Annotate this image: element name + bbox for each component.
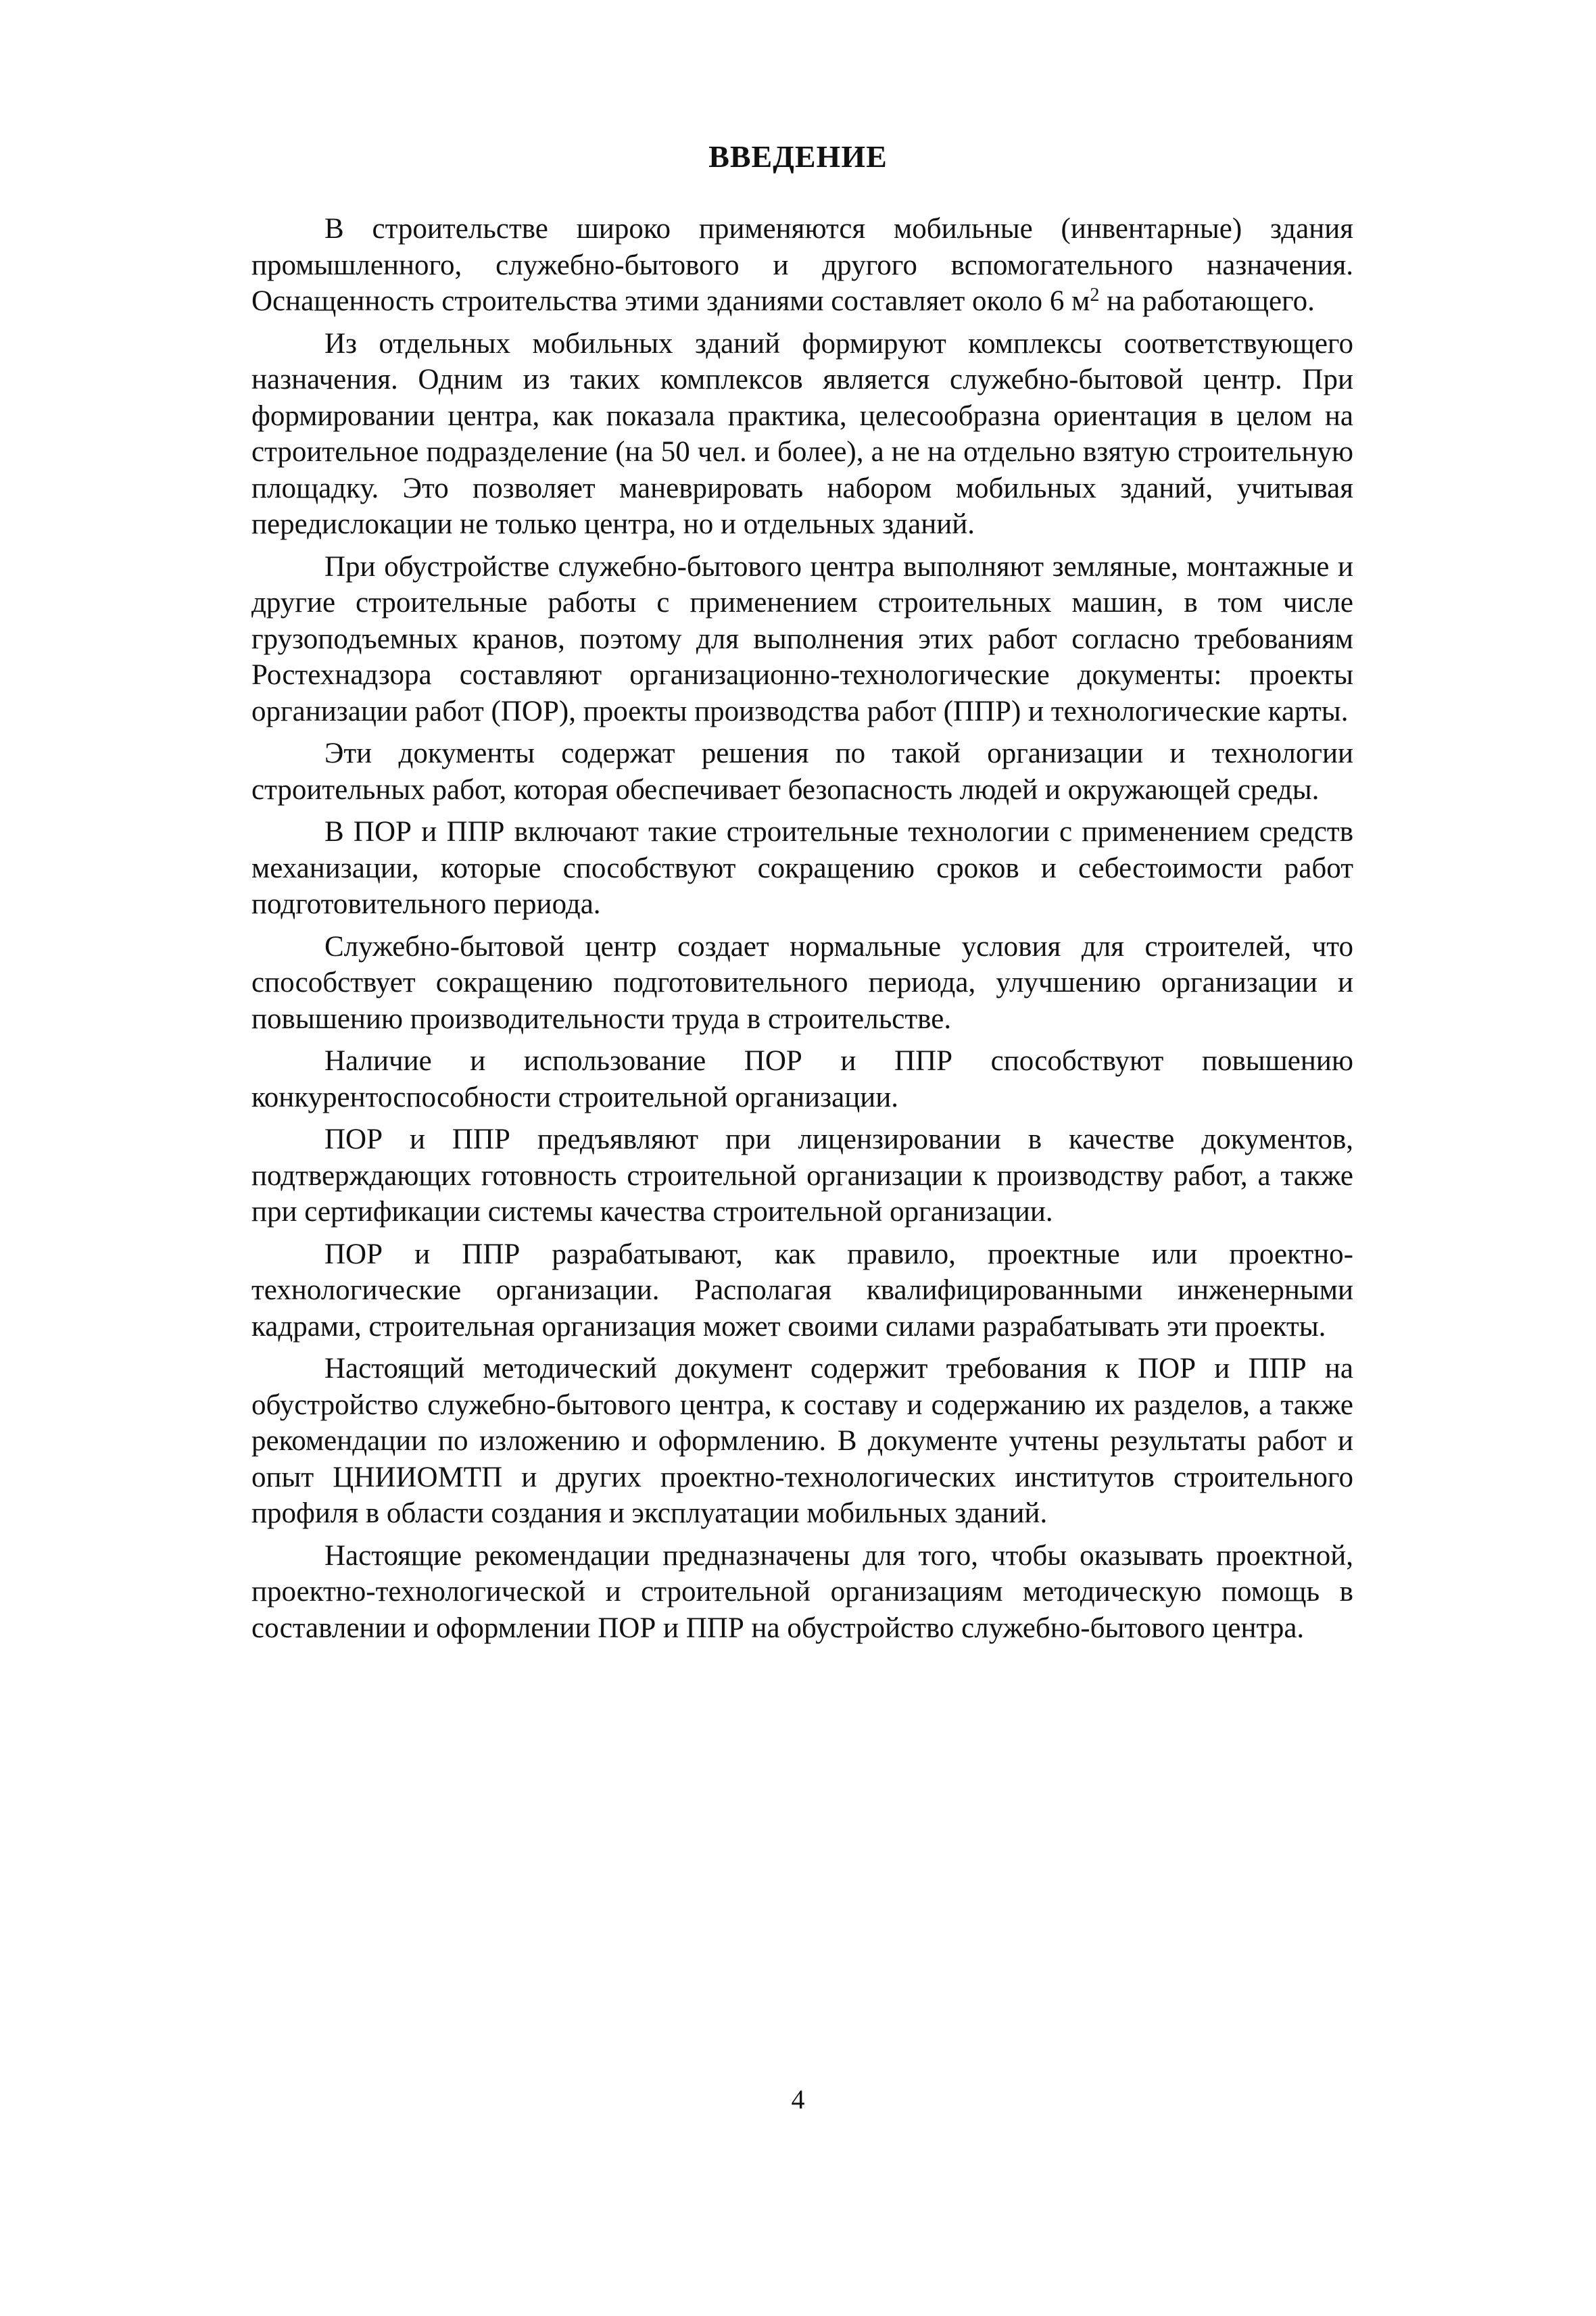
paragraph-1-text: В строительстве широко применяются мобильные (инвентарные) здания промышленного, служебно-бытового и другого вспомогательного назначения. Оснащенность строительства этими зданиями составляет около 6 м	[251, 213, 1353, 317]
paragraph-3: При обустройстве служебно-бытового центра выполняют земляные, монтажные и другие строительные работы с применением строительных машин, в том числе грузоподъемных кранов, поэтому для выполнения этих работ согласно требованиям Ростехнадзора составляют организационно-технологические документы: проекты организации работ (ПОР), проекты производства работ (ППР) и технологические карты.	[251, 550, 1353, 727]
paragraph-1-tail: на работающего.	[1099, 285, 1315, 317]
paragraph-4: Эти документы содержат решения по такой организации и технологии строительных работ, которая обеспечивает безопасность людей и окружающей среды.	[251, 738, 1353, 806]
paragraph-1	[251, 211, 1353, 320]
paragraph-5: В ПОР и ППР включают такие строительные технологии с применением средств механизации, которые способствуют сокращению сроков и себестоимости работ подготовительного периода.	[251, 816, 1353, 920]
paragraph-6: Служебно-бытовой центр создает нормальные условия для строителей, что способствует сокращению подготовительного периода, улучшению организации и повышению производительности труда в строительстве.	[251, 930, 1353, 1035]
paragraph-8: ПОР и ППР предъявляют при лицензировании в качестве документов, подтверждающих готовность строительной организации к производству работ, а также при сертификации системы качества строительной организации.	[251, 1124, 1353, 1228]
body-text	[251, 211, 1353, 1652]
paragraph-2: Из отдельных мобильных зданий формируют комплексы соответствующего назначения. Одним из таких комплексов является служебно-бытовой центр. При формировании центра, как показала практика, целесообразна ориентация в целом на строительное подразделение (на 50 чел. и более), а не на отдельно взятую строительную площадку. Это позволяет маневрировать набором мобильных зданий, учитывая передислокации не только центра, но и отдельных зданий.	[251, 327, 1353, 540]
paragraph-7: Наличие и использование ПОР и ППР способствуют повышению конкурентоспособности строительной организации.	[251, 1045, 1353, 1113]
paragraph-10: Настоящий методический документ содержит требования к ПОР и ППР на обустройство служебно-бытового центра, к составу и содержанию их разделов, а также рекомендации по изложению и оформлению. В документе учтены результаты работ и опыт ЦНИИОМТП и других проектно-технологических институтов строительного профиля в области создания и эксплуатации мобильных зданий.	[251, 1353, 1353, 1529]
page-number: 4	[791, 2084, 805, 2115]
page-title: ВВЕДЕНИЕ	[708, 139, 888, 174]
paragraph-9: ПОР и ППР разрабатывают, как правило, проектные или проектно-технологические организации. Располагая квалифицированными инженерными кадрами, строительная организация может своими силами разрабатывать эти проекты.	[251, 1238, 1353, 1343]
paragraph-11: Настоящие рекомендации предназначены для того, чтобы оказывать проектной, проектно-технологической и строительной организациям методическую помощь в составлении и оформлении ПОР и ППР на обустройство служебно-бытового центра.	[251, 1539, 1353, 1644]
superscript-2: 2	[1090, 285, 1100, 306]
